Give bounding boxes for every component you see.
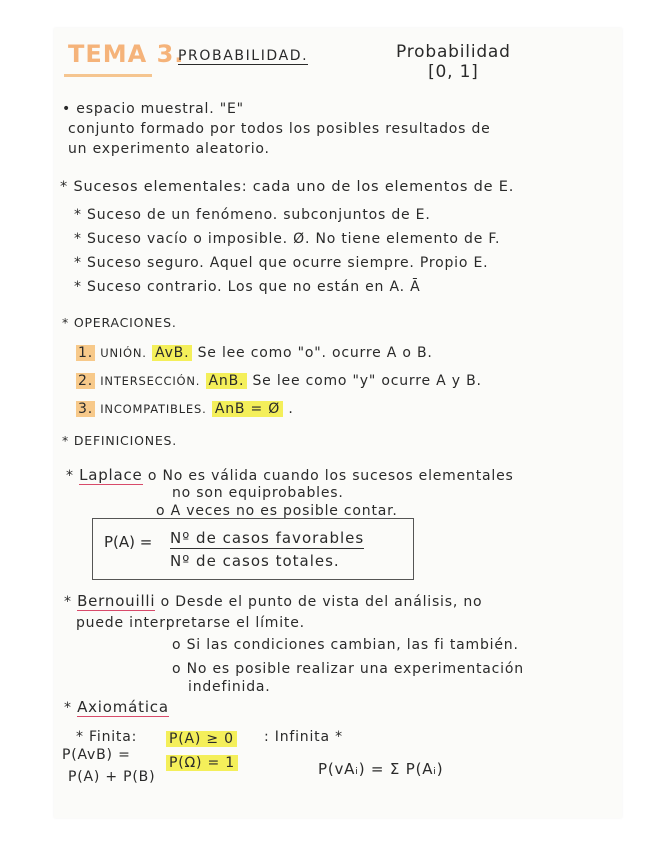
op-number: 2. (78, 373, 93, 389)
bullet-star: * (64, 700, 78, 716)
suceso-item: * Suceso seguro. Aquel que ocurre siempre. Propio E. (74, 255, 489, 271)
espacio-line-2: conjunto formado por todos los posibles resultados de (68, 121, 491, 137)
probability-range (396, 42, 511, 82)
right-range: [0, 1] (428, 62, 479, 82)
bernouilli-line (64, 592, 482, 611)
finita-label: * Finita: (76, 729, 138, 745)
bullet-star: * (64, 594, 78, 610)
axiomatica-title: Axiomática (77, 698, 169, 716)
espacio-line-3: un experimento aleatorio. (68, 141, 270, 157)
bernouilli-bullet-2: o No es posible realizar una experimentación (172, 661, 524, 677)
right-title: Probabilidad (396, 42, 511, 62)
espacio-line-1: • espacio muestral. "E" (62, 101, 244, 117)
bernouilli-text-1: o Desde el punto de vista del análisis, no (160, 594, 483, 610)
suceso-item: * Suceso contrario. Los que no están en A. Ā (74, 279, 421, 295)
suceso-item: * Suceso vacío o imposible. Ø. No tiene elemento de F. (74, 231, 501, 247)
union-axiom-2: P(A) + P(B) (68, 769, 156, 785)
laplace-bullet-1-cont: no son equiprobables. (172, 485, 344, 501)
section-title: PROBABILIDAD. (178, 48, 309, 64)
op-symbol: AnB = Ø (212, 401, 283, 417)
sucesos-heading: * Sucesos elementales: cada uno de los elementos de E. (60, 179, 515, 195)
bernouilli-text-2: puede interpretarse el límite. (76, 615, 305, 631)
bernouilli-title: Bernouilli (77, 592, 156, 610)
axiom-1 (166, 730, 237, 748)
infinite-sum-axiom: P(vAᵢ) = Σ P(Aᵢ) (318, 760, 444, 778)
op-symbol: AvB. (152, 345, 192, 361)
tema-title: TEMA 3. (68, 40, 185, 68)
suceso-item: * Suceso de un fenómeno. subconjuntos de E. (74, 207, 431, 223)
definiciones-heading: * DEFINICIONES. (62, 433, 178, 448)
tema-underline (64, 74, 152, 77)
bernouilli-bullet-1: o Si las condiciones cambian, las fi también. (172, 637, 519, 653)
union-axiom-1: P(AvB) = (62, 747, 131, 763)
op-description: Se lee como "y" ocurre A y B. (252, 373, 482, 389)
operation-interseccion (76, 372, 482, 390)
operation-union (76, 344, 433, 362)
laplace-bullet-1: o No es válida cuando los sucesos elementales (147, 468, 514, 484)
op-name: INTERSECCIÓN. (100, 374, 201, 388)
laplace-line (66, 466, 514, 485)
infinita-label: : Infinita * (264, 729, 343, 745)
op-number: 1. (78, 345, 93, 361)
laplace-title: Laplace (79, 466, 143, 484)
op-name: INCOMPATIBLES. (100, 402, 207, 416)
op-number: 3. (78, 401, 93, 417)
formula-denominator: Nº de casos totales. (170, 552, 340, 570)
operaciones-heading: * OPERACIONES. (62, 315, 177, 330)
formula-numerator: Nº de casos favorables (170, 529, 365, 547)
axiom-1-text: P(A) ≥ 0 (166, 731, 237, 747)
laplace-bullet-2: o A veces no es posible contar. (156, 503, 398, 519)
bullet-star: * (66, 468, 80, 484)
axiom-2-text: P(Ω) = 1 (166, 755, 238, 771)
op-description: Se lee como "o". ocurre A o B. (197, 345, 433, 361)
bernouilli-bullet-2-cont: indefinida. (188, 679, 271, 695)
op-description: . (288, 401, 294, 417)
formula-pa: P(A) = (104, 533, 153, 551)
axiom-2 (166, 754, 238, 772)
axiomatica-line (64, 698, 169, 717)
operation-incompatibles (76, 400, 294, 418)
op-symbol: AnB. (206, 373, 248, 389)
op-name: UNIÓN. (100, 346, 147, 360)
